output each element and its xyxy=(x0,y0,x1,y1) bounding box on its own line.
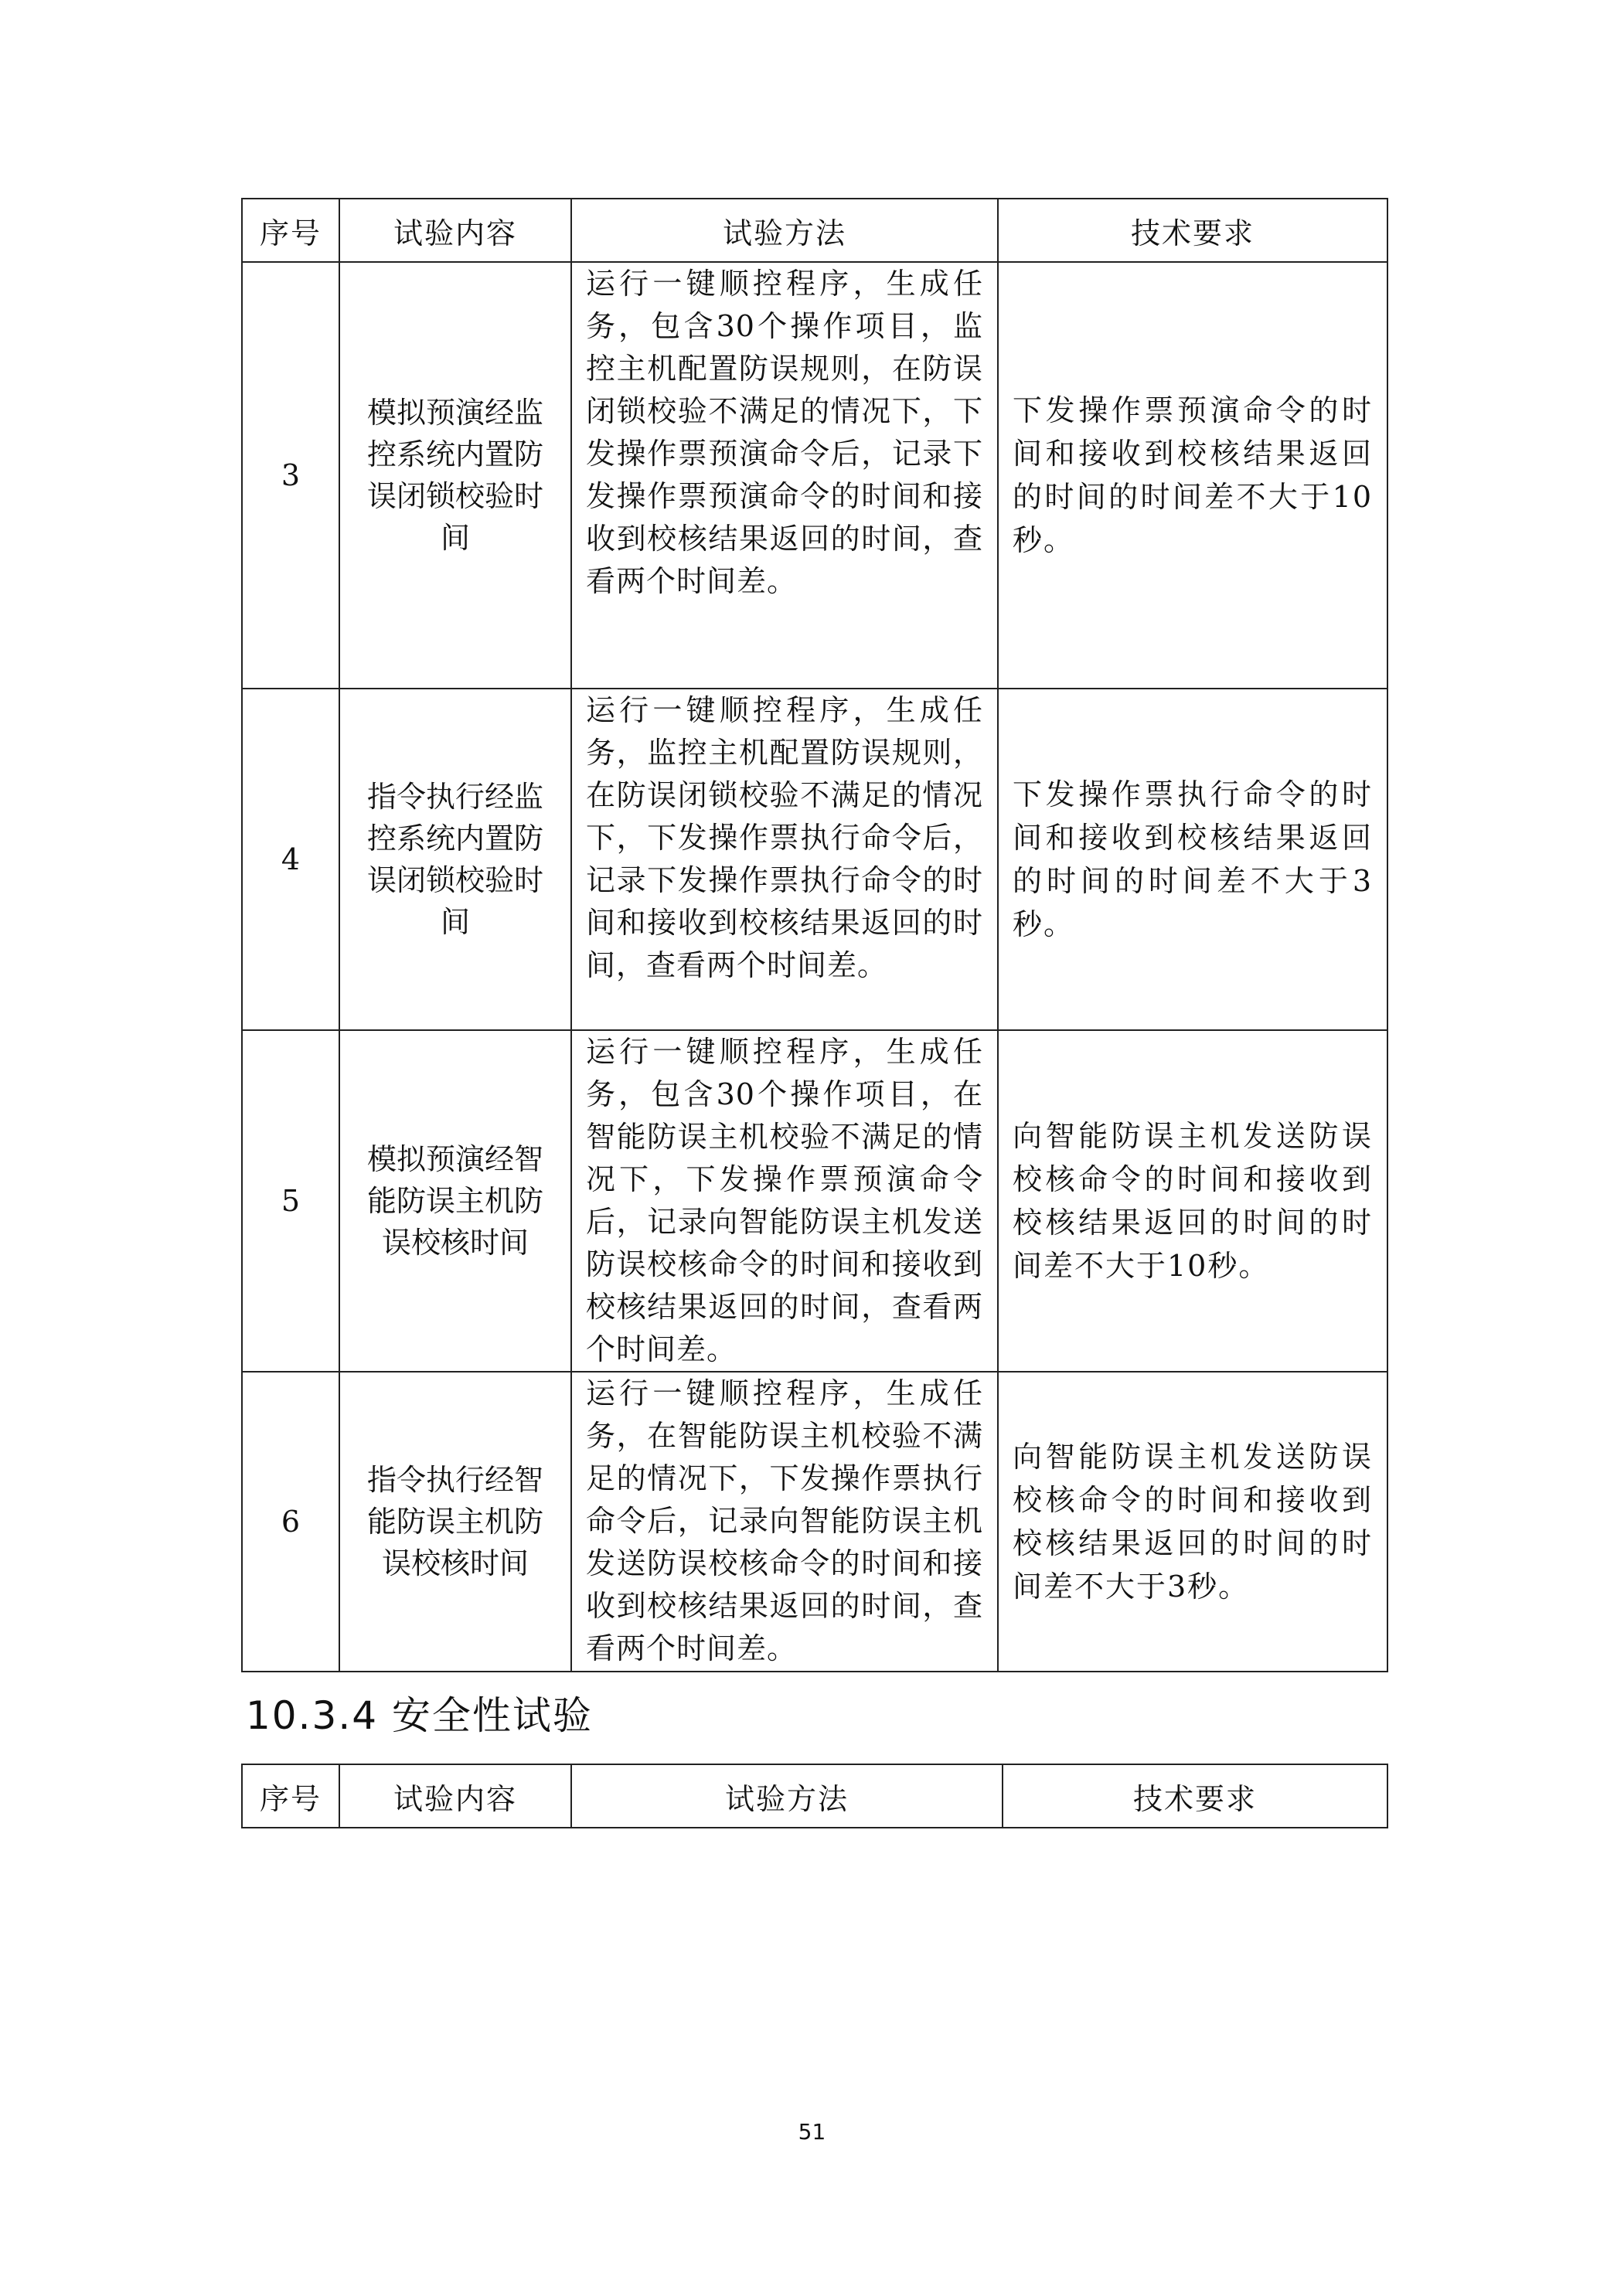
table-row xyxy=(242,1372,1387,1672)
row-test-content: 指令执行经监控系统内置防误闭锁校验时间 xyxy=(339,689,571,1030)
row-test-method: 运行一键顺控程序，生成任务，在智能防误主机校验不满足的情况下，下发操作票执行命令后，记录向智能防误主机发送防误校核命令的时间和接收到校核结果返回的时间，查看两个时间差。 xyxy=(571,1372,998,1672)
row-test-method: 运行一键顺控程序，生成任务，包含30个操作项目，在智能防误主机校验不满足的情况下，下发操作票预演命令后，记录向智能防误主机发送防误校核命令的时间和接收到校核结果返回的时间，查看两个时间差。 xyxy=(571,1030,998,1372)
header-tech-requirement: 技术要求 xyxy=(1003,1764,1387,1828)
table-row xyxy=(242,262,1387,689)
header-test-content: 试验内容 xyxy=(339,199,571,262)
section-heading: 10.3.4 安全性试验 xyxy=(246,1693,593,1738)
header-test-content: 试验内容 xyxy=(339,1764,571,1828)
page-number: 51 xyxy=(798,2119,826,2145)
header-serial: 序号 xyxy=(242,199,339,262)
test-table xyxy=(241,198,1388,1672)
safety-test-table xyxy=(241,1764,1388,1828)
header-test-method: 试验方法 xyxy=(571,199,998,262)
header-test-method: 试验方法 xyxy=(571,1764,1003,1828)
row-tech-requirement: 下发操作票执行命令的时间和接收到校核结果返回的时间的时间差不大于3秒。 xyxy=(998,689,1387,1030)
row-serial: 4 xyxy=(242,689,339,1030)
table-header-row xyxy=(242,199,1387,262)
table-header-row xyxy=(242,1764,1387,1828)
row-test-content: 模拟预演经智能防误主机防误校核时间 xyxy=(339,1030,571,1372)
table-row xyxy=(242,689,1387,1030)
header-serial: 序号 xyxy=(242,1764,339,1828)
row-tech-requirement: 向智能防误主机发送防误校核命令的时间和接收到校核结果返回的时间的时间差不大于3秒。 xyxy=(998,1372,1387,1672)
row-test-method: 运行一键顺控程序，生成任务，包含30个操作项目，监控主机配置防误规则，在防误闭锁校验不满足的情况下，下发操作票预演命令后，记录下发操作票预演命令的时间和接收到校核结果返回的时间，查看两个时间差。 xyxy=(571,262,998,689)
row-test-content: 指令执行经智能防误主机防误校核时间 xyxy=(339,1372,571,1672)
row-tech-requirement: 下发操作票预演命令的时间和接收到校核结果返回的时间的时间差不大于10秒。 xyxy=(998,262,1387,689)
header-tech-requirement: 技术要求 xyxy=(998,199,1387,262)
row-test-method: 运行一键顺控程序，生成任务，监控主机配置防误规则，在防误闭锁校验不满足的情况下，下发操作票执行命令后，记录下发操作票执行命令的时间和接收到校核结果返回的时间，查看两个时间差。 xyxy=(571,689,998,1030)
row-serial: 3 xyxy=(242,262,339,689)
row-test-content: 模拟预演经监控系统内置防误闭锁校验时间 xyxy=(339,262,571,689)
row-serial: 6 xyxy=(242,1372,339,1672)
row-serial: 5 xyxy=(242,1030,339,1372)
table-row xyxy=(242,1030,1387,1372)
row-tech-requirement: 向智能防误主机发送防误校核命令的时间和接收到校核结果返回的时间的时间差不大于10秒。 xyxy=(998,1030,1387,1372)
